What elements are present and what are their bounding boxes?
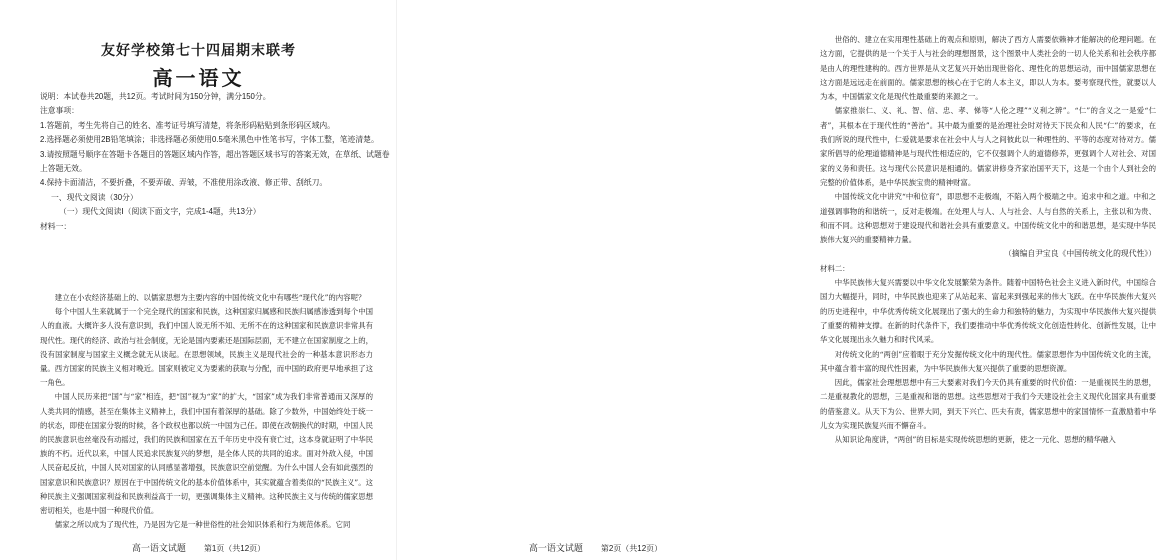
note-item: 4.保持卡面清洁，不要折叠，不要弄破、弄皱，不准使用涂改液、修正带、刮纸刀。: [40, 178, 328, 188]
paragraph: 每个中国人生来就属于一个完全现代的国家和民族，这种国家归属感和民族归属感渗透到每个中国人的血液。大概许多人没有意识到，我们中国人说无所不知、无所不在的这种国家和民族意识非常具有现代性。现代的经济、政治与社会制度，无论是国内要素还是国际层面，无不建立在国家制度之上的，没有国家制度与国家主义概念就无从谈起。在思想领域，民族主义是现代社会的一种基本意识形态力量。西方国家的民族主义相对晚近。国家则被定义为要素的获取与分配，而中国的政府更早地承担了这一角色。: [40, 307, 373, 388]
subject-title: 高一语文: [152, 66, 245, 90]
paragraph: 从知识论角度讲，“两创”的目标是实现传统思想的更新，使之一元化、思想的精华融入: [834, 435, 1116, 445]
paragraph: 中国人民历来把“国”与“家”相连，把“国”视为“家”的扩大，“国家”成为我们非常普通而又深厚的人类共同的情感，甚至在集体主义精神上，我们中国有着深厚的基础。除了少数外，中国始终处于统一的状态，即使在国家分裂的时候，各个政权也都以统一中国为己任。即使在改朝换代的时期，中国人民的民族意识也丝毫没有动摇过，我们的民族和国家在五千年历史中没有衰亡过，这本身就证明了中华民族的不朽。近代以来，中国人民追求民族复兴的梦想，是全体人民的共同的追求。面对外敌入侵，中国人民奋起反抗，中国人民对国家的认同感显著增强，民族意识空前觉醒。为什么中国人会有如此强烈的国家意识和民族意识？原因在于中国传统文化的基本价值体系中，其实就蕴含着类似的“民族主义”。这种民族主义强调国家利益和民族利益高于一切，更强调集体主义精神。这种民族主义与传统的儒家思想密切相关，也是中国一种现代价值。: [40, 392, 373, 516]
paragraph: 建立在小农经济基础上的、以儒家思想为主要内容的中国传统文化中有哪些“现代化”的内容呢？: [54, 293, 366, 302]
exam-page-2: [397, 0, 1156, 560]
subsection-heading: （一）现代文阅读Ⅰ（阅读下面文字，完成1-4题，共13分）: [59, 207, 261, 217]
paragraph: 对传统文化的“两创”应着眼于充分发掘传统文化中的现代性。儒家思想作为中国传统文化的主流，其中蕴含着丰富的现代性因素，为中华民族伟大复兴提供了重要的思想资源。: [820, 349, 1156, 373]
exam-page-1: [0, 0, 397, 560]
instructions-line: 说明：本试卷共20题，共12页。考试时间为150分钟，满分150分。: [40, 92, 271, 101]
page-footer: [397, 541, 794, 554]
paragraph: 中华民族伟大复兴需要以中华文化发展繁荣为条件。随着中国特色社会主义进入新时代，中国综合国力大幅提升，同时，中华民族也迎来了从站起来、富起来到强起来的伟大飞跃。在中华民族伟大复兴的历史进程中，中华优秀传统文化展现出了强大的生命力和独特的魅力，为实现中华民族伟大复兴提供了重要的精神支撑。在新的时代条件下，我们要推动中华优秀传统文化创造性转化、创新性发展，让中华文化展现出永久魅力和时代风采。: [820, 278, 1156, 345]
paragraph: 世俗的、建立在实用理性基础上的观点和原则，解决了西方人需要依赖神才能解决的伦理问题。在这方面，它提供的是一个关于人与社会的理想图景，这个图景中人类社会的一切人伦关系和社会秩序都是由人的理性建构的。西方世界是从文艺复兴开始出现世俗化、理性化的思想运动，而中国儒家思想在这方面是远远走在前面的。儒家思想的核心在于它的人本主义，即以人为本。要考察现代性，就要以人为本，中国儒家文化是现代性最重要的来源之一。: [820, 35, 1156, 102]
footer-label: 高一语文试题: [528, 543, 583, 553]
paragraph: 儒家之所以成为了现代性，乃是因为它是一种世俗性的社会知识体系和行为规范体系。它同: [54, 520, 351, 530]
page-footer: [0, 541, 397, 554]
material-label: 材料一：: [40, 221, 72, 231]
footer-page-number: 第1页（共12页）: [203, 544, 266, 553]
reading-text-right: [820, 33, 1156, 448]
paragraph: 儒家推崇仁、义、礼、智、信、忠、孝、悌等“人伦之理”“义利之辨”。“仁”的含义之一是爱“仁者”，其根本在于现代性的“善治”。其中最为重要的是治理社会时对待天下民众和人民“仁”的要求，在我们所说的现代性中，仁爱就是要求在社会中人与人之间彼此以一种理性的、平等的态度对待对方。儒家所倡导的伦理道德精神是与现代性相适应的，它不仅强调个人的道德修养，更强调个人对社会、对国家的义务和责任。这与现代公民意识是相通的。儒家讲修身齐家治国平天下，这是一个由个人到社会的完整的价值体系，是中华民族宝贵的精神财富。: [820, 106, 1156, 187]
reading-text-left: [40, 291, 373, 532]
paragraph: 因此，儒家社会理想思想中有三大要素对我们今天仍具有重要的时代价值：一是重视民生的思想，二是重视教化的思想，三是重视和谐的思想。这些思想对于我们今天建设社会主义现代化国家具有重要的借鉴意义。从天下为公、世界大同，到天下兴亡、匹夫有责，儒家思想中的家国情怀一直激励着中华儿女为实现民族复兴而不懈奋斗。: [820, 378, 1156, 431]
footer-page-number: 第2页（共12页）: [600, 544, 663, 553]
school-title: 友好学校第七十四届期末联考: [101, 43, 296, 59]
note-item: 3.请按照题号顺序在答题卡各题目的答题区域内作答，超出答题区域书写的答案无效，在草纸、试题卷上答题无效。: [40, 149, 390, 174]
note-item: 2.选择题必须使用2B铅笔填涂；非选择题必须使用0.5毫米黑色中性笔书写，字体工整，笔迹清楚。: [40, 135, 379, 145]
section-heading: 一、现代文阅读（30分）: [51, 192, 138, 202]
exam-instructions: [40, 90, 390, 234]
material-label: 材料二：: [820, 263, 850, 273]
paragraph: 中国传统文化中讲究“中和位育”，即思想不走极端，不陷入两个极端之中。追求中和之道。中和之道强调事物的和谐统一，反对走极端。在处理人与人、人与社会、人与自然的关系上，主张以和为贵、和而不同。这种思想对于建设现代和谐社会具有重要意义。中国传统文化中的和谐思想，是实现中华民族伟大复兴的重要精神力量。: [820, 192, 1156, 245]
source-citation: （摘编自尹宝良《中国传统文化的现代性》）: [1003, 249, 1156, 259]
notes-heading: 注意事项：: [40, 106, 79, 116]
note-item: 1.答题前，考生先将自己的姓名、准考证号填写清楚，将条形码粘贴到条形码区域内。: [40, 120, 335, 130]
footer-label: 高一语文试题: [131, 543, 186, 553]
